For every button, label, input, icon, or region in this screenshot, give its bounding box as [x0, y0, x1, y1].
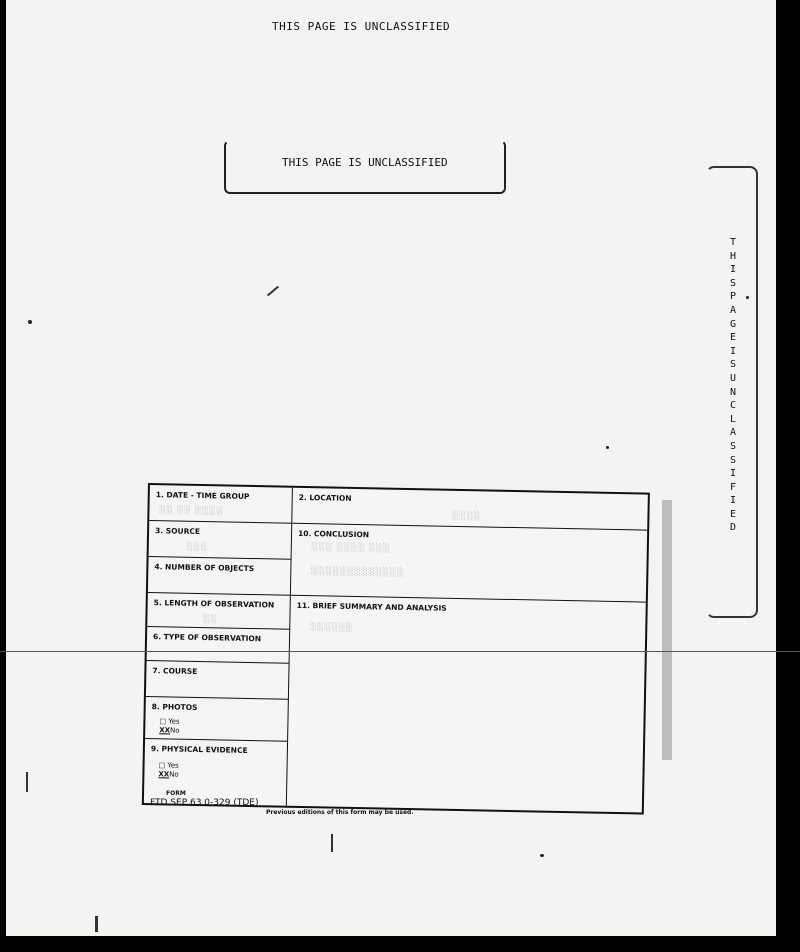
label-type-of-observation: 6. TYPE OF OBSERVATION — [152, 632, 262, 644]
boxed-stamp-text: THIS PAGE IS UNCLASSIFIED — [282, 156, 448, 169]
faint-length-value: ░░ — [203, 614, 218, 624]
faint-summary-line: ░░░░░░ — [310, 622, 354, 632]
photos-no-option: XXNo — [159, 726, 180, 735]
field-conclusion — [291, 524, 647, 603]
faint-date-value: ░░ ░░ ░░░░ — [159, 505, 224, 516]
label-course: 7. COURSE — [152, 666, 198, 676]
field-brief-summary — [287, 596, 646, 813]
footer-previous-editions: Previous editions of this form may be used. — [266, 809, 414, 816]
label-photos: 8. PHOTOS — [151, 702, 198, 712]
evidence-no-option: XXNo — [158, 770, 179, 779]
scan-line — [0, 651, 800, 652]
label-date-time-group: 1. DATE - TIME GROUP — [155, 490, 250, 501]
faint-conclusion-line-2: ░░░░░░░░░░░░░ — [311, 566, 405, 577]
footer-form-label: FORM — [166, 790, 186, 797]
field-length-of-observation — [147, 593, 291, 630]
sighting-report-form — [142, 483, 650, 815]
label-location: 2. LOCATION — [298, 492, 352, 503]
footer-form-id: FTD SEP 63 0-329 (TDE) — [150, 798, 259, 808]
scan-scratch — [267, 286, 279, 297]
scan-streak — [662, 500, 672, 760]
faint-source-value: ░░░ — [186, 541, 209, 552]
label-source: 3. SOURCE — [155, 526, 201, 537]
field-photos — [145, 697, 289, 742]
top-classification-stamp: THIS PAGE IS UNCLASSIFIED — [272, 20, 451, 33]
scan-speck — [28, 320, 32, 324]
field-number-of-objects — [148, 557, 292, 596]
label-brief-summary: 11. BRIEF SUMMARY AND ANALYSIS — [296, 600, 447, 613]
document-page — [6, 0, 776, 936]
photos-yes-option: □ Yes — [159, 717, 180, 726]
label-length-of-observation: 5. LENGTH OF OBSERVATION — [153, 598, 275, 610]
scan-scratch — [95, 916, 98, 932]
scan-speck — [606, 446, 609, 449]
label-number-of-objects: 4. NUMBER OF OBJECTS — [154, 562, 255, 574]
evidence-yes-option: □ Yes — [158, 761, 179, 770]
field-type-of-observation — [147, 627, 291, 664]
field-course — [146, 661, 290, 700]
faint-location-value: ░░░░ — [452, 510, 482, 521]
side-classification-stamp — [706, 166, 758, 618]
side-stamp-text: THIS PAGE IS UNCLASSIFIED — [730, 237, 737, 534]
scan-speck — [746, 296, 749, 299]
field-source — [149, 521, 293, 560]
scan-scratch — [26, 772, 28, 792]
label-conclusion: 10. CONCLUSION — [297, 528, 370, 540]
boxed-classification-stamp — [224, 140, 506, 194]
field-date-time-group — [149, 485, 293, 524]
label-physical-evidence: 9. PHYSICAL EVIDENCE — [150, 744, 248, 755]
scan-speck — [540, 854, 544, 857]
scan-scratch — [331, 834, 333, 852]
faint-conclusion-line-1: ░░░ ░░░░ ░░░ — [311, 542, 391, 553]
